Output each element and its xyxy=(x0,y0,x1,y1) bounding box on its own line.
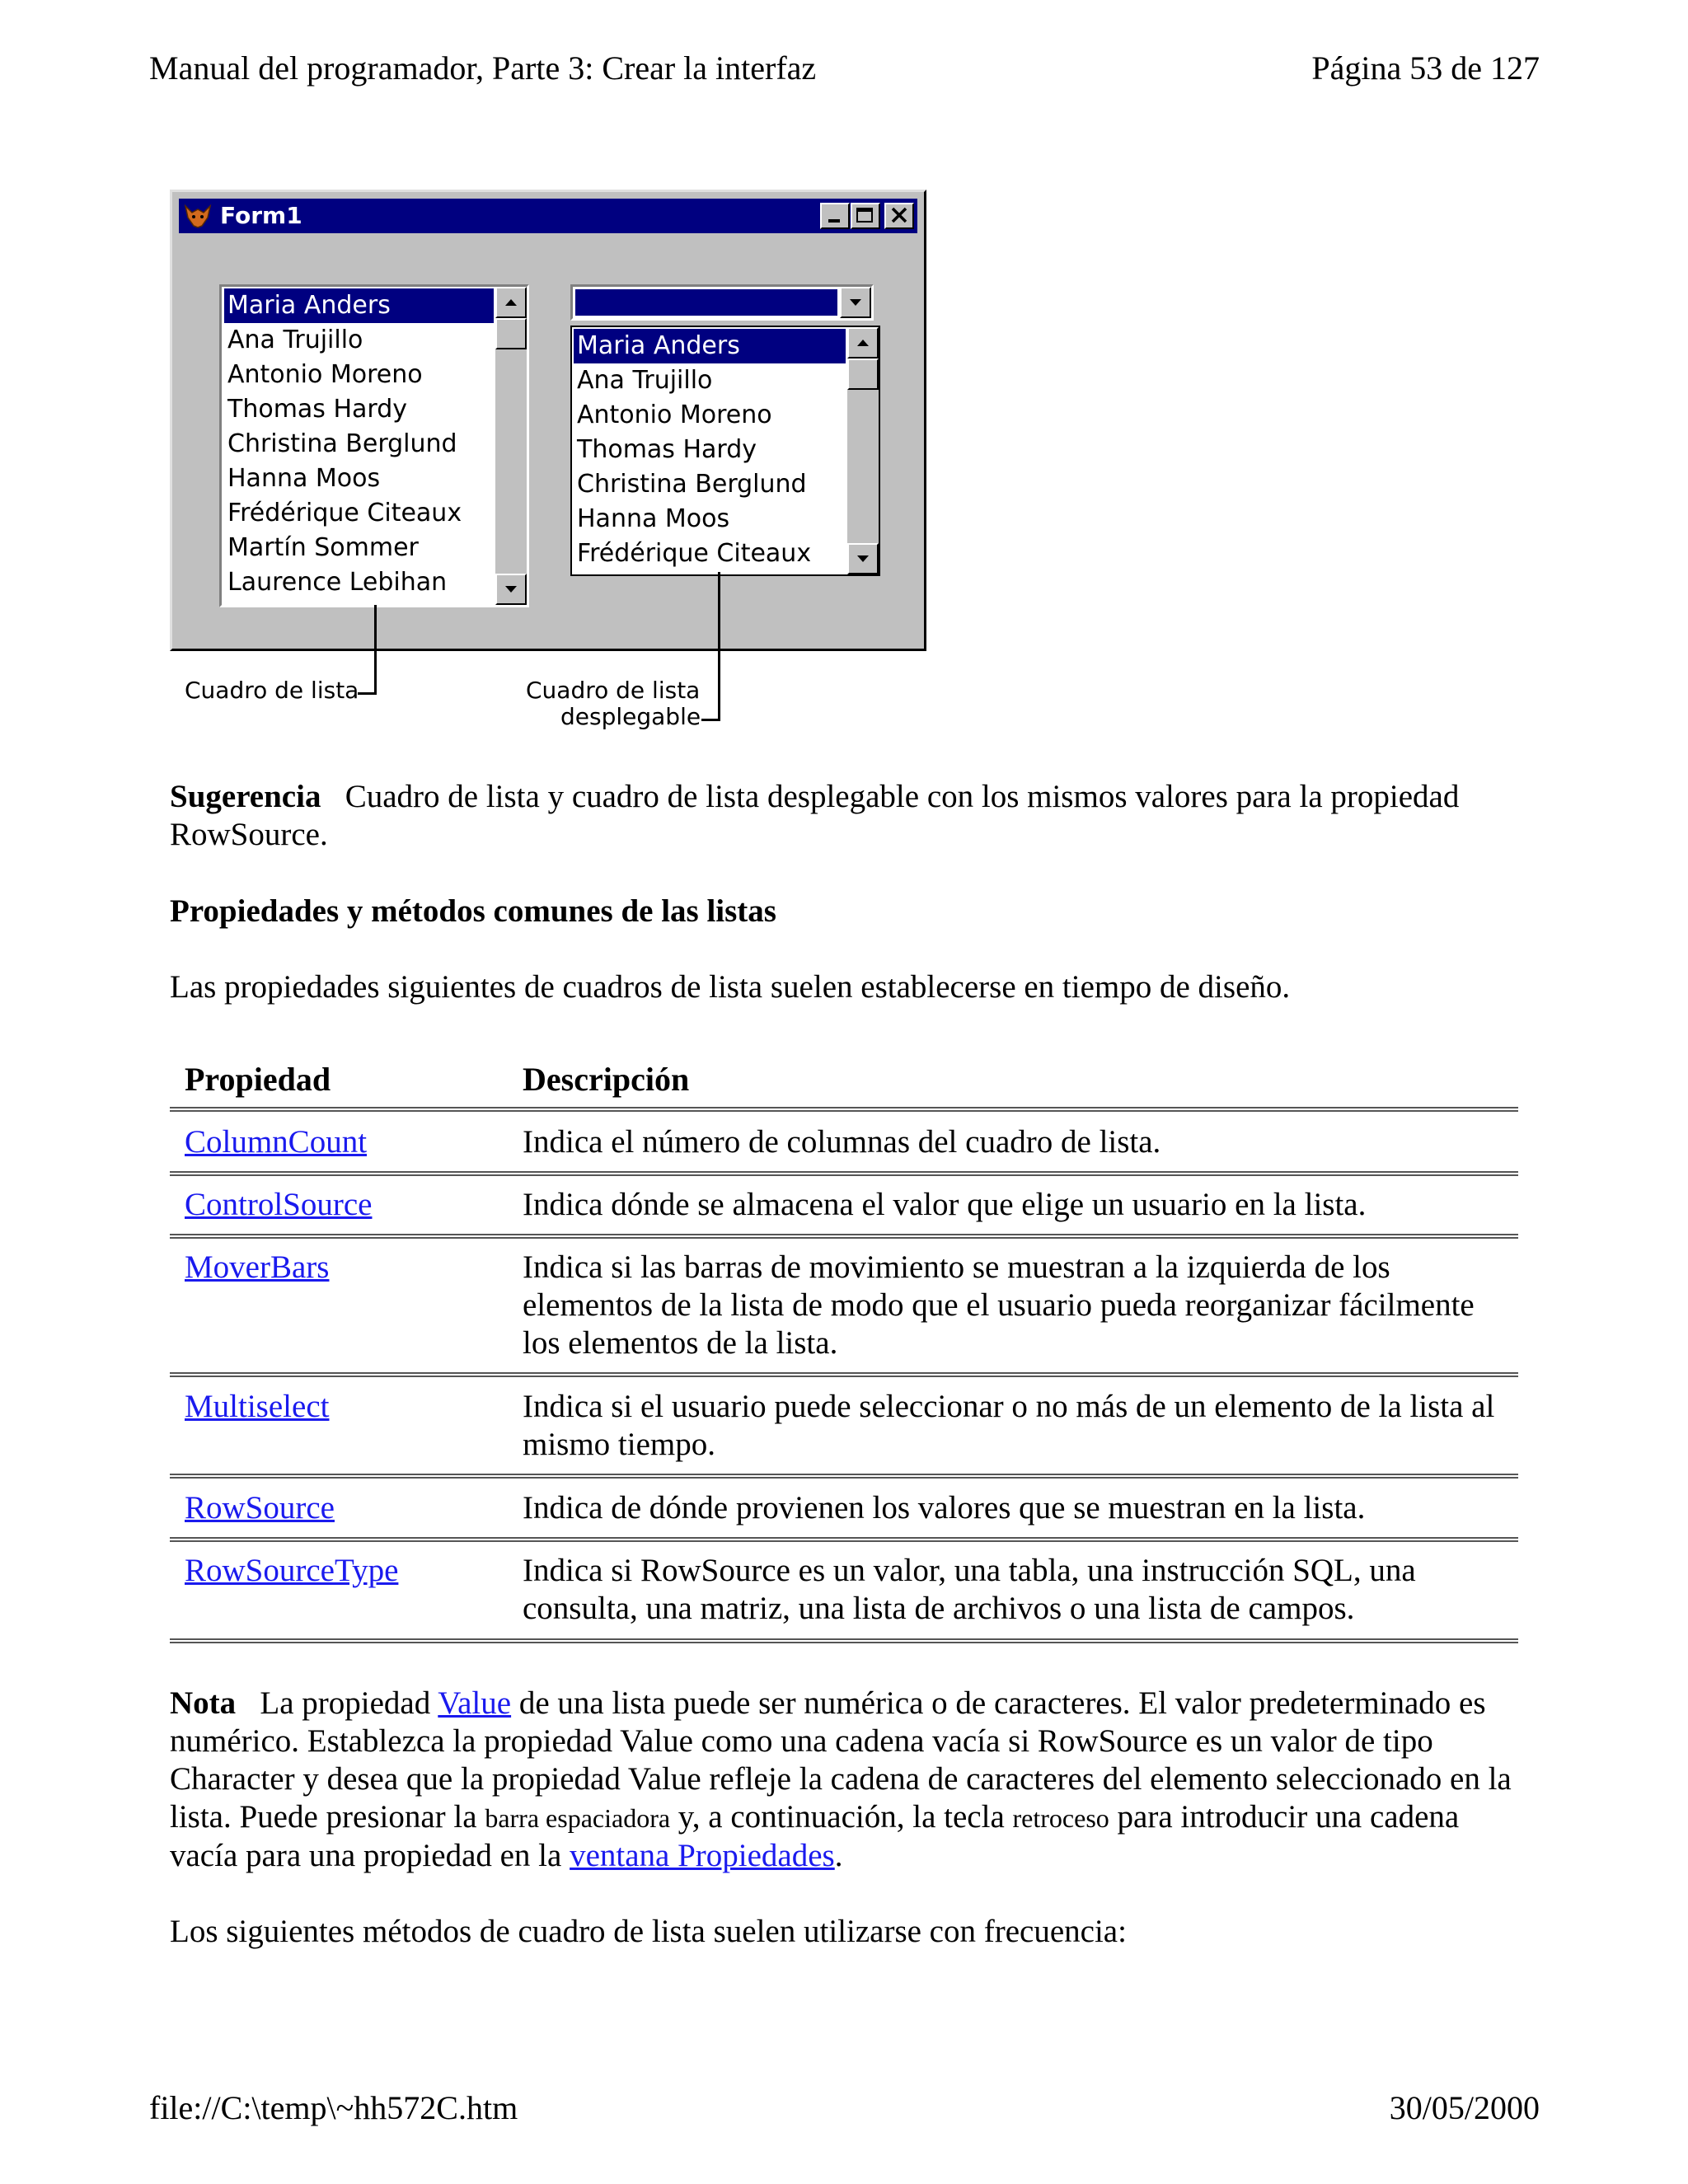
footer-left: file://C:\temp\~hh572C.htm xyxy=(149,2089,518,2126)
combo-dropdown-button[interactable] xyxy=(840,287,871,318)
scroll-down-button[interactable] xyxy=(495,574,527,605)
listbox-scrollbar[interactable] xyxy=(495,287,527,605)
label-dropdown-line2: desplegable xyxy=(560,703,701,730)
table-cell-desc: Indica dónde se almacena el valor que elige un usuario en la lista. xyxy=(523,1187,1367,1222)
minimize-button[interactable] xyxy=(820,203,850,229)
intro-text: Las propiedades siguientes de cuadros de lista suelen establecerse en tiempo de diseño. xyxy=(170,969,1291,1005)
table-rule xyxy=(170,1171,1518,1176)
arrow-up-icon xyxy=(497,288,525,316)
dropdown-item[interactable]: Antonio Moreno xyxy=(577,401,772,429)
note-text: de una lista puede ser numérica o de caracteres. El valor predeterminado es numérico. Establezca la propiedad Value como una cadena vacía si RowSource es un valor de tipo Character y desea que la propiedad Value refleje la cadena de caracteres del elemento seleccionado en la lista. Puede presionar la xyxy=(170,1685,1512,1835)
table-rule xyxy=(170,1372,1518,1377)
dropdown-item[interactable]: Thomas Hardy xyxy=(577,435,757,464)
prop-link-columncount[interactable]: ColumnCount xyxy=(185,1124,368,1160)
combo-box[interactable] xyxy=(570,284,874,321)
arrow-down-icon xyxy=(497,575,525,603)
prop-link-moverbars[interactable]: MoverBars xyxy=(185,1249,330,1285)
note-text: y, a continuación, la tecla xyxy=(678,1799,1005,1835)
dropdown-item[interactable]: Ana Trujillo xyxy=(577,366,713,395)
note-label: Nota xyxy=(170,1685,237,1721)
prop-link-multiselect[interactable]: Multiselect xyxy=(185,1389,330,1424)
table-cell-desc: Indica de dónde provienen los valores que se muestran en la lista. xyxy=(523,1490,1366,1526)
table-rule xyxy=(170,1474,1518,1479)
scroll-down-button[interactable] xyxy=(847,543,879,574)
listbox-item[interactable]: Ana Trujillo xyxy=(227,326,363,354)
footer-right: 30/05/2000 xyxy=(1389,2089,1540,2126)
prop-link-controlsource[interactable]: ControlSource xyxy=(185,1187,373,1222)
table-header-description: Descripción xyxy=(523,1061,690,1098)
dropdown-list[interactable] xyxy=(570,326,880,576)
key-name: barra espaciadora xyxy=(485,1803,671,1833)
listbox-item[interactable]: Frédérique Citeaux xyxy=(227,499,462,527)
tip-text: Cuadro de lista y cuadro de lista desplegable con los mismos valores para la propiedad RowSource. xyxy=(170,779,1460,852)
prop-link-rowsource[interactable]: RowSource xyxy=(185,1490,335,1526)
label-dropdown-line1: Cuadro de lista xyxy=(526,677,701,704)
table-rule xyxy=(170,1638,1518,1643)
callout-line-dropdown-tick xyxy=(701,719,720,721)
arrow-up-icon xyxy=(849,329,877,357)
table-rule xyxy=(170,1107,1518,1112)
title-bar[interactable] xyxy=(179,199,917,233)
listbox-item[interactable]: Maria Anders xyxy=(224,288,494,323)
key-name: retroceso xyxy=(1012,1803,1109,1833)
scroll-thumb[interactable] xyxy=(495,318,527,349)
listbox-item[interactable]: Christina Berglund xyxy=(227,429,457,458)
callout-line-dropdown xyxy=(718,572,720,720)
section-heading: Propiedades y métodos comunes de las listas xyxy=(170,893,776,929)
listbox-item[interactable]: Thomas Hardy xyxy=(227,395,408,424)
dropdown-item[interactable]: Hanna Moos xyxy=(577,504,730,533)
value-link[interactable]: Value xyxy=(438,1685,512,1721)
label-listbox: Cuadro de lista xyxy=(185,677,359,704)
maximize-icon xyxy=(852,204,879,227)
arrow-down-icon xyxy=(842,288,870,316)
close-button[interactable] xyxy=(884,203,914,229)
header-left: Manual del programador, Parte 3: Crear la interfaz xyxy=(149,49,817,87)
note-text: para introducir una cadena vacía para una propiedad en la xyxy=(170,1799,1460,1873)
scroll-thumb[interactable] xyxy=(847,359,879,390)
header-right: Página 53 de 127 xyxy=(1311,49,1540,87)
table-rule xyxy=(170,1537,1518,1542)
maximize-button[interactable] xyxy=(851,203,880,229)
table-header-property: Propiedad xyxy=(185,1061,331,1098)
dropdown-item[interactable]: Frédérique Citeaux xyxy=(577,539,812,568)
close-icon xyxy=(886,204,912,227)
tip-paragraph xyxy=(170,778,1522,854)
callout-line-listbox xyxy=(374,605,377,694)
listbox-item[interactable]: Hanna Moos xyxy=(227,464,381,493)
note-text: . xyxy=(834,1838,843,1873)
table-cell-desc: Indica si RowSource es un valor, una tabla, una instrucción SQL, una consulta, una matriz, una lista de archivos o una lista de campos. xyxy=(523,1553,1416,1626)
properties-window-link[interactable]: ventana Propiedades xyxy=(570,1838,835,1873)
prop-link-rowsourcetype[interactable]: RowSourceType xyxy=(185,1553,399,1588)
window-title: Form1 xyxy=(220,202,302,229)
dropdown-item[interactable]: Christina Berglund xyxy=(577,470,807,499)
table-rule xyxy=(170,1234,1518,1239)
dropdown-item[interactable]: Maria Anders xyxy=(574,329,846,363)
closing-text: Los siguientes métodos de cuadro de lista suelen utilizarse con frecuencia: xyxy=(170,1914,1127,1949)
arrow-down-icon xyxy=(849,545,877,573)
scroll-up-button[interactable] xyxy=(847,327,879,359)
form-window xyxy=(170,190,926,651)
scroll-up-button[interactable] xyxy=(495,287,527,318)
list-box[interactable] xyxy=(219,284,529,607)
callout-line-listbox-tick xyxy=(358,692,377,695)
tip-label: Sugerencia xyxy=(170,779,321,814)
table-cell-desc: Indica el número de columnas del cuadro de lista. xyxy=(523,1124,1161,1160)
fox-icon xyxy=(184,203,212,229)
dropdown-scrollbar[interactable] xyxy=(847,327,879,574)
note-paragraph xyxy=(170,1685,1526,1875)
minimize-icon xyxy=(822,204,848,227)
listbox-item[interactable]: Laurence Lebihan xyxy=(227,568,448,597)
table-cell-desc: Indica si las barras de movimiento se muestran a la izquierda de los elementos de la lista de modo que el usuario pueda reorganizar fácilmente los elementos de la lista. xyxy=(523,1249,1475,1361)
note-text: La propiedad xyxy=(260,1685,431,1721)
listbox-item[interactable]: Martín Sommer xyxy=(227,533,419,562)
listbox-item[interactable]: Antonio Moreno xyxy=(227,360,423,389)
table-cell-desc: Indica si el usuario puede seleccionar o no más de un elemento de la lista al mismo tiempo. xyxy=(523,1389,1495,1462)
